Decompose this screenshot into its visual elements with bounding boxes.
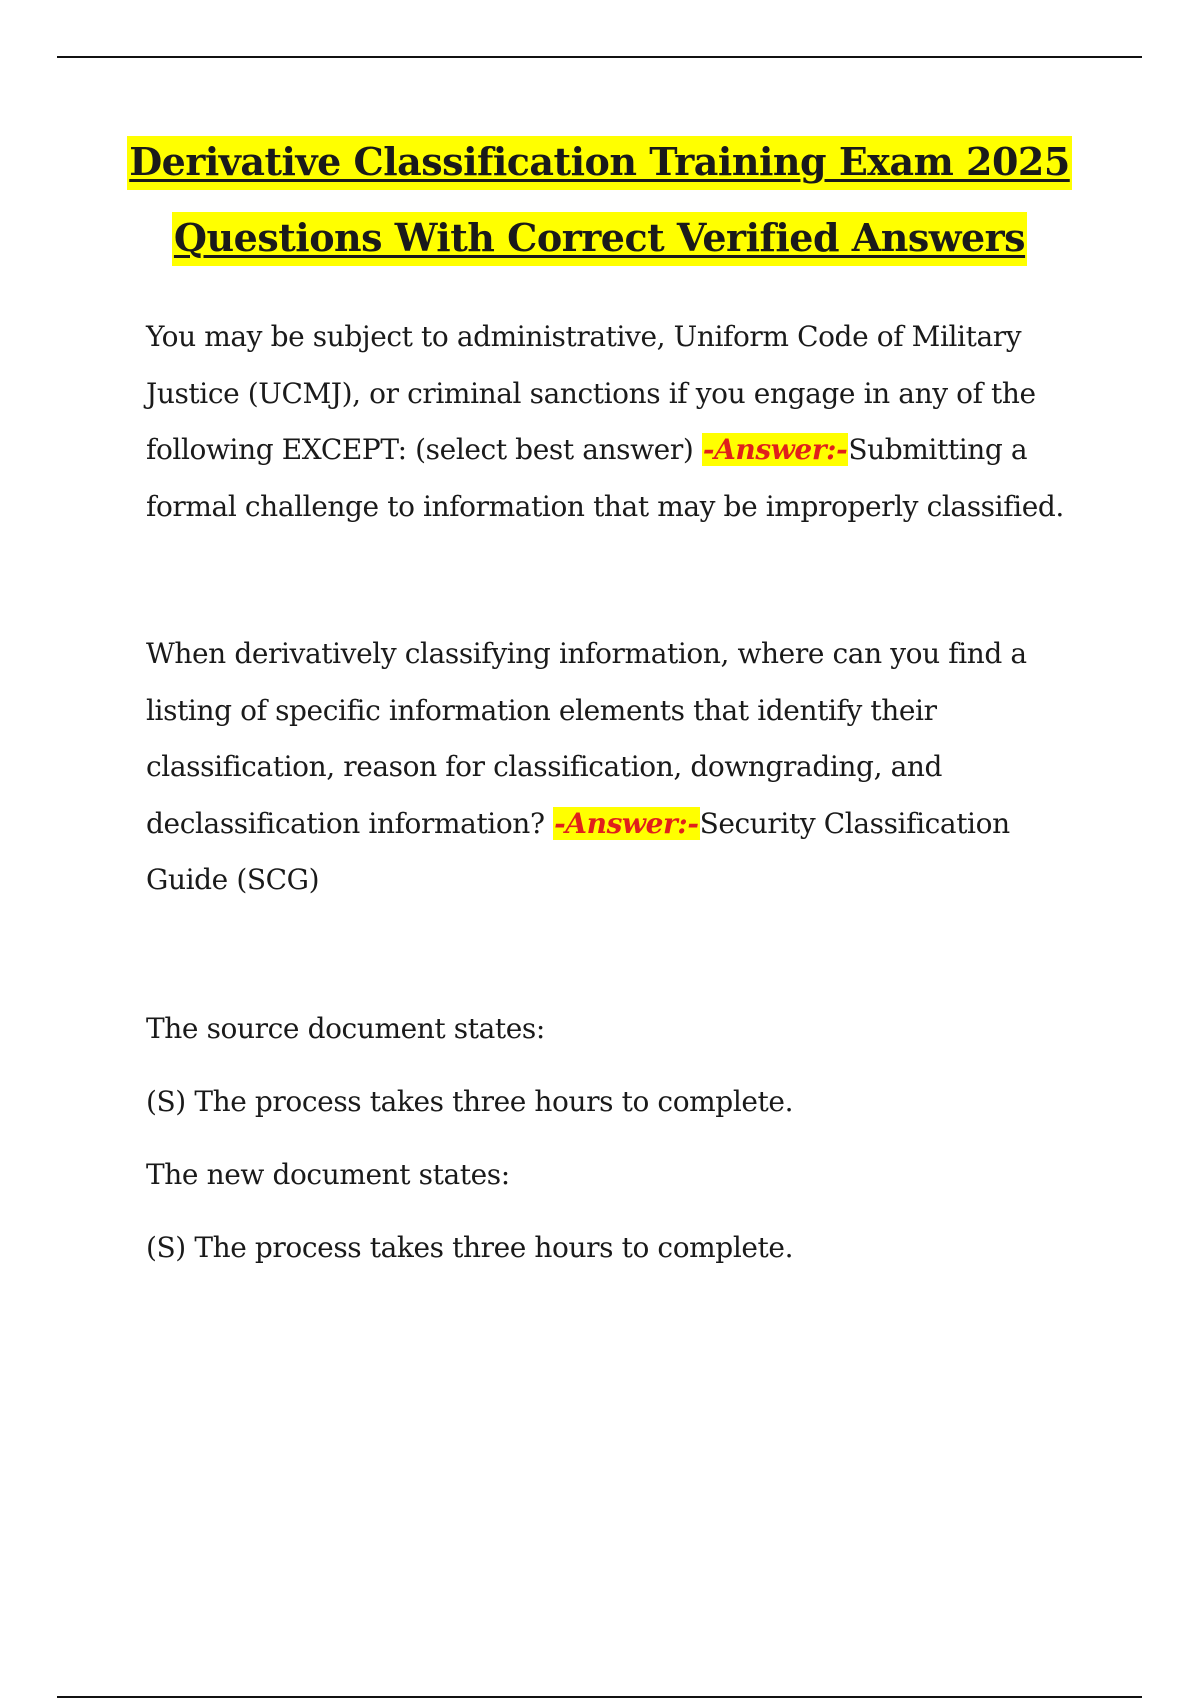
source-comparison-block <box>146 1003 1091 1295</box>
answer-marker: -Answer:- <box>702 433 848 466</box>
question-text: When derivatively classifying information, where can you find a listing of specific information elements that identify their classification, reason for classification, downgrading, and declassification information? <box>146 637 1027 840</box>
document-title <box>57 136 1142 288</box>
answer-marker: -Answer:- <box>554 806 699 840</box>
answer-text: Security Classification Guide (SCG) <box>146 806 1010 896</box>
top-rule <box>57 56 1142 58</box>
question-block-2 <box>146 626 1091 909</box>
question-block-1 <box>146 309 1091 535</box>
new-document-text: (S) The process takes three hours to complete. <box>146 1231 794 1264</box>
title-line-1: Derivative Classification Training Exam 2025 <box>127 136 1072 190</box>
answer-text: Submitting a formal challenge to information that may be improperly classified. <box>146 433 1064 523</box>
bottom-rule <box>57 1696 1142 1698</box>
question-text: You may be subject to administrative, Uniform Code of Military Justice (UCMJ), or criminal sanctions if you engage in any of the following EXCEPT: (select best answer) <box>146 320 1036 466</box>
source-document-text: (S) The process takes three hours to complete. <box>146 1085 794 1118</box>
source-document-label: The source document states: <box>146 1012 545 1045</box>
title-line-2: Questions With Correct Verified Answers <box>172 212 1027 266</box>
new-document-label: The new document states: <box>146 1158 510 1191</box>
